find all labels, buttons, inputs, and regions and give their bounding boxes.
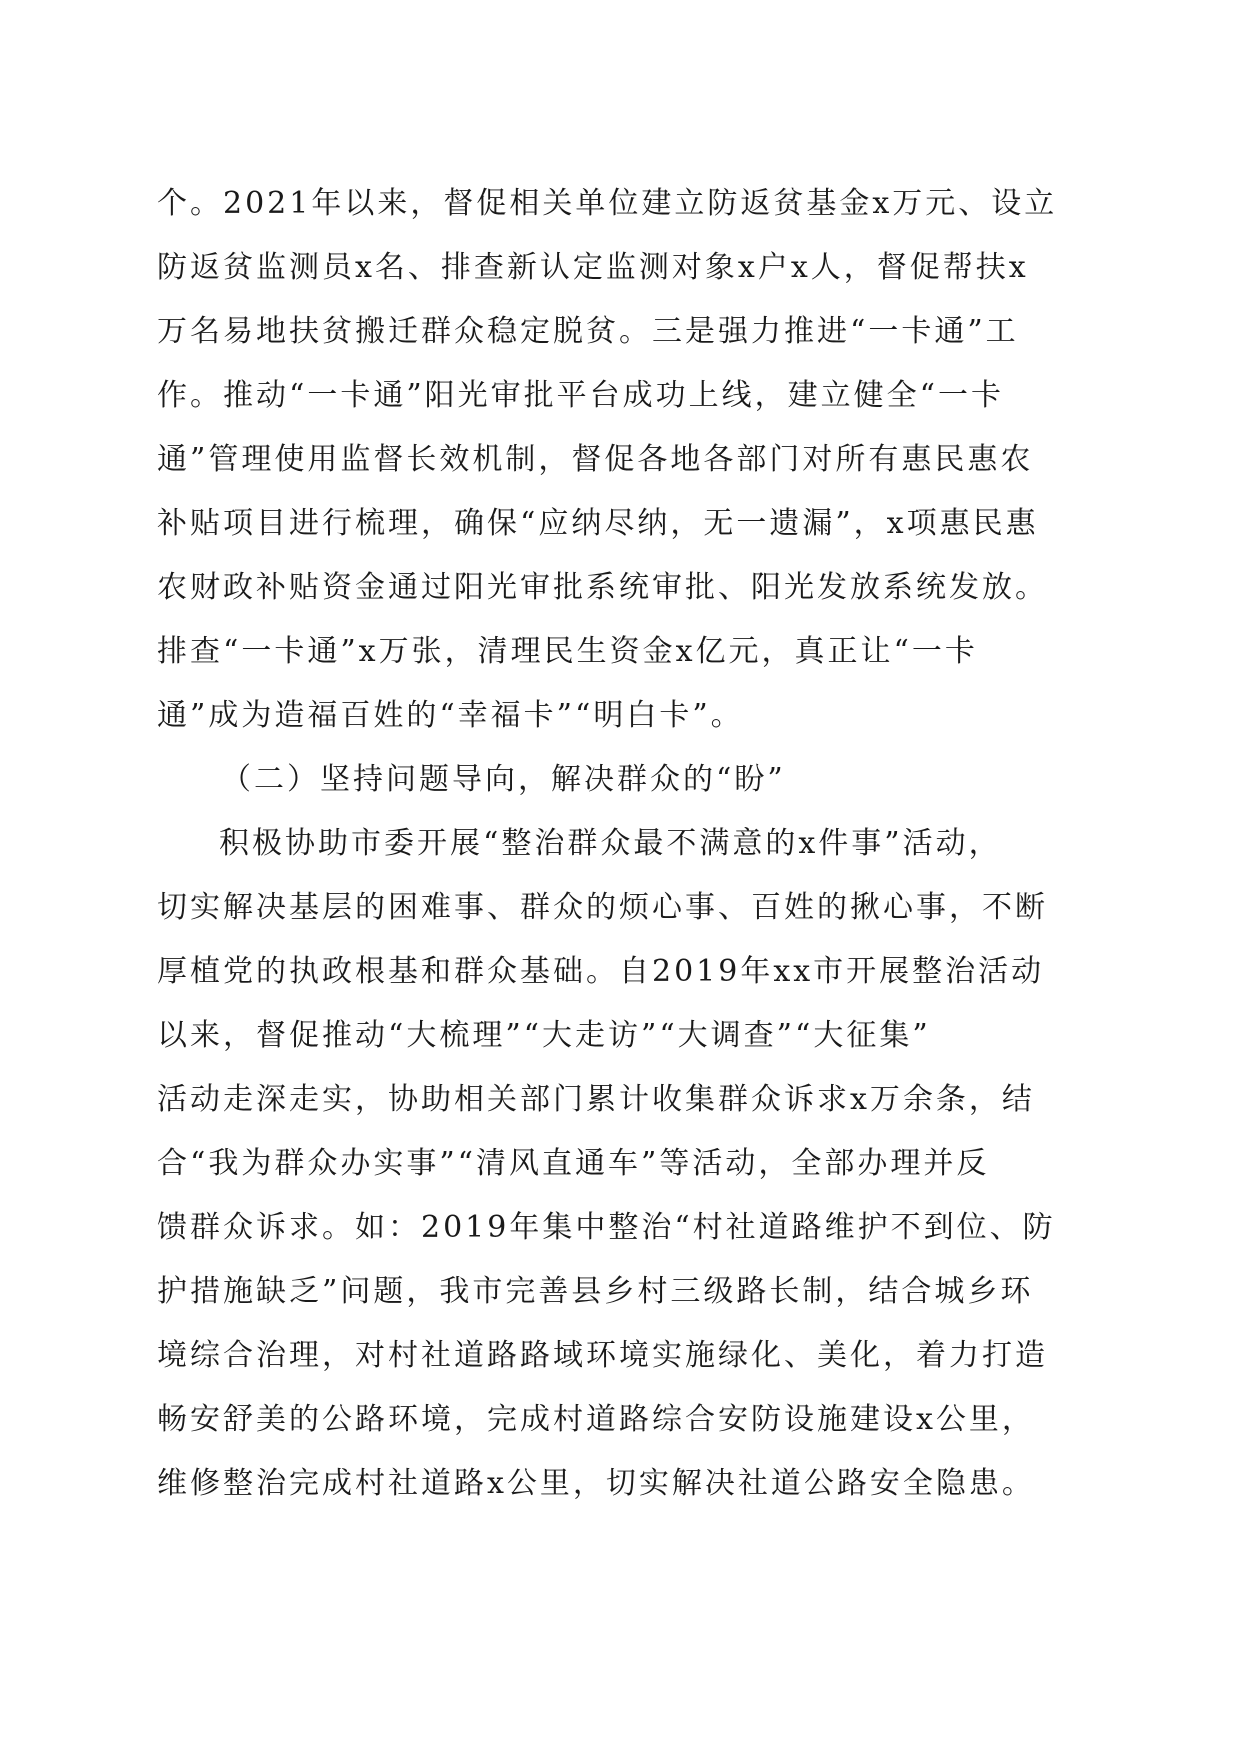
section-heading: （二）坚持问题导向，解决群众的“盼” — [221, 762, 786, 797]
document-page — [157, 172, 1087, 1516]
body-text-line: 排查“一卡通”x万张，清理民生资金x亿元，真正让“一卡 — [157, 634, 978, 669]
body-text-line: 作。推动“一卡通”阳光审批平台成功上线，建立健全“一卡 — [157, 378, 1005, 413]
body-text-line: 万名易地扶贫搬迁群众稳定脱贫。三是强力推进“一卡通”工 — [157, 314, 1019, 349]
body-text-line: 畅安舒美的公路环境，完成村道路综合安防设施建设x公里， — [157, 1402, 1035, 1437]
body-text-line: 补贴项目进行梳理，确保“应纳尽纳，无一遗漏”，x项惠民惠 — [157, 506, 1039, 541]
body-text-line: 合“我为群众办实事”“清风直通车”等活动，全部办理并反 — [157, 1146, 990, 1181]
body-text-line: 境综合治理，对村社道路路域环境实施绿化、美化，着力打造 — [157, 1338, 1048, 1373]
body-text-line: 个。2021年以来，督促相关单位建立防返贫基金x万元、设立 — [157, 186, 1058, 221]
body-text-line: 馈群众诉求。如：2019年集中整治“村社道路维护不到位、防 — [157, 1210, 1056, 1245]
body-text-line: 维修整治完成村社道路x公里，切实解决社道公路安全隐患。 — [157, 1466, 1035, 1501]
body-text-line: 防返贫监测员x名、排查新认定监测对象x户x人，督促帮扶x — [157, 250, 1029, 285]
body-text-line: 活动走深走实，协助相关部门累计收集群众诉求x万余条，结 — [157, 1082, 1035, 1117]
body-text-line: 通”管理使用监督长效机制，督促各地各部门对所有惠民惠农 — [157, 442, 1034, 477]
body-text-line: 厚植党的执政根基和群众基础。自2019年xx市开展整治活动 — [157, 954, 1045, 989]
body-text-line: 切实解决基层的困难事、群众的烦心事、百姓的揪心事，不断 — [157, 890, 1048, 925]
paragraph-first-line: 积极协助市委开展“整治群众最不满意的x件事”活动， — [219, 826, 1002, 861]
body-text-line: 护措施缺乏”问题，我市完善县乡村三级路长制，结合城乡环 — [157, 1274, 1034, 1309]
body-text-line: 农财政补贴资金通过阳光审批系统审批、阳光发放系统发放。 — [157, 570, 1048, 605]
body-text-line: 以来，督促推动“大梳理”“大走访”“大调查”“大征集” — [157, 1018, 931, 1053]
body-text-line: 通”成为造福百姓的“幸福卡”“明白卡”。 — [157, 698, 744, 733]
